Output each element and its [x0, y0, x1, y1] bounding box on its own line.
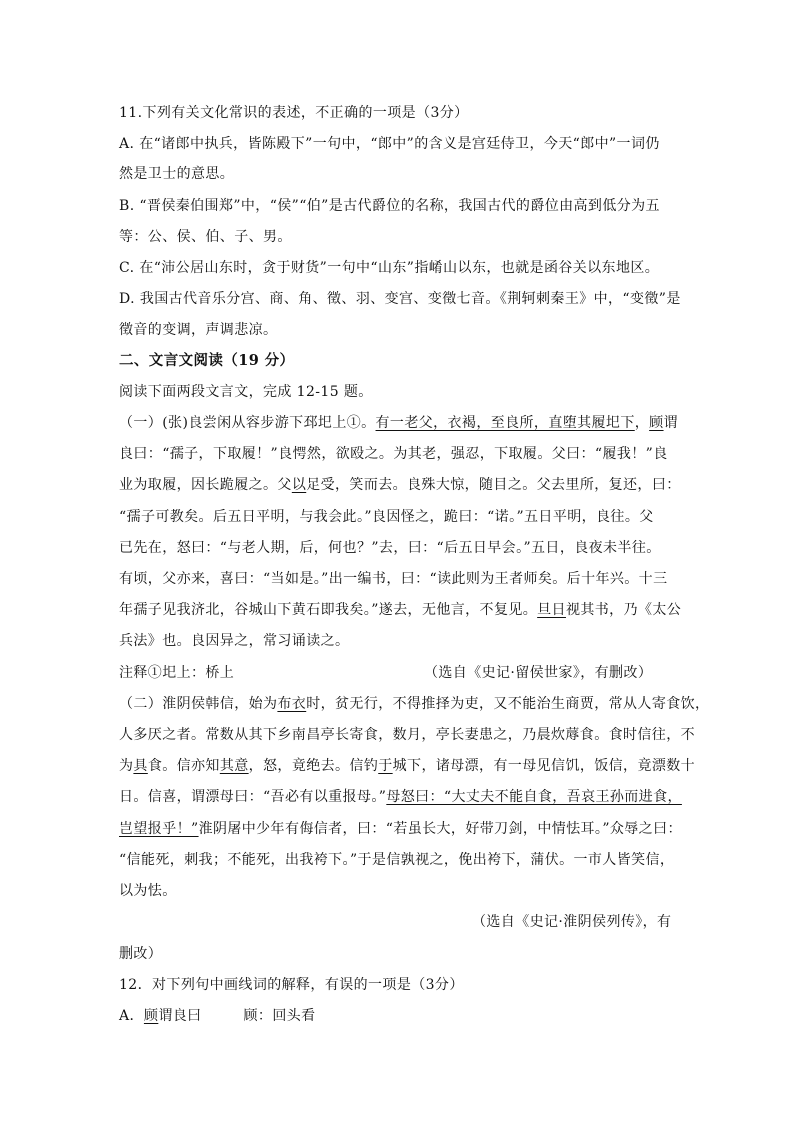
text-span: 时，贫无行，不得推择为吏，又不能治生商贾，常从人寄食饮，	[306, 696, 710, 712]
text-span: ，怒，竟绝去。信钓	[248, 758, 379, 774]
underlined-span: 以	[291, 477, 307, 493]
text-span: （二）淮阴侯韩信，始为	[119, 696, 278, 712]
underlined-span: 布衣	[277, 696, 307, 712]
passage1-line-7	[119, 600, 682, 620]
question-11-stem: 11.下列有关文化常识的表述，不正确的一项是（3分）	[119, 105, 469, 121]
passage2-line-3	[119, 756, 696, 776]
passage1-source: （选自《史记·留侯世家》，有删改）	[424, 665, 653, 681]
option-b-line-1: B. “晋侯秦伯围郑”中，“侯”“伯”是古代爵位的名称，我国古代的爵位由高到低分为五	[119, 198, 660, 214]
passage1-line-4: “孺子可教矣。后五日平明，与我会此。”良因怪之，跪曰：“诺。”五日平明，良往。父	[119, 509, 654, 525]
text-span: 淮阴屠中少年有侮信者，曰：“若虽长大，好带刀剑，中情怯耳。”众辱之曰：	[198, 821, 682, 837]
underlined-span: 旦日	[537, 602, 566, 618]
passage2-source-line-1: （选自《史记·淮阴侯列传》，有	[472, 914, 672, 930]
passage2-line-5	[119, 819, 682, 839]
passage1-line-8: 兵法》也。良因异之，常习诵读之。	[119, 633, 350, 649]
option-a-line-2: 然是卫士的意思。	[119, 166, 235, 182]
option-label: A．	[119, 1008, 144, 1024]
option-d-line-1: D. 我国古代音乐分宫、商、角、徵、羽、变宫、变徵七音。《荆轲刺秦王》中，“变徵”是	[119, 291, 681, 307]
text-span: 视其书，乃《太公	[565, 602, 682, 618]
text-span: 谓	[663, 415, 678, 431]
passage2-line-7: 以为怯。	[119, 883, 177, 899]
passage2-line-2: 人多厌之者。常数从其下乡南昌亭长寄食，数月，亭长妻患之，乃晨炊蓐食。食时信往，不	[119, 727, 695, 743]
option-a-line-1: A. 在“诸郎中执兵，皆陈殿下”一句中，“郎中”的含义是宫廷侍卫，今天“郎中”一词仍	[119, 136, 660, 152]
text-span: 业为取履，因长跪履之。父	[119, 477, 292, 493]
section-intro: 阅读下面两段文言文，完成 12-15 题。	[119, 384, 373, 400]
section-heading: 二、文言文阅读（19 分）	[119, 352, 295, 369]
text-span: 日。信喜，谓漂母曰：“吾必有以重报母。”	[119, 789, 387, 805]
passage1-line-3	[119, 475, 679, 495]
text-span: 为	[119, 758, 134, 774]
passage1-line-5: 已先在，怒曰：“与老人期，后，何也？”去，曰：“后五日早会。”五日，良夜未半往。	[119, 540, 661, 556]
text-span: 谓良曰	[158, 1008, 202, 1024]
passage2-line-6: “信能死，刺我；不能死，出我袴下。”于是信孰视之，俛出袴下，蒲伏。一市人皆笑信，	[119, 852, 675, 868]
text-span: 食。信亦知	[147, 758, 220, 774]
question-12-option-a	[119, 1006, 679, 1026]
passage1-note: 注释①圯上：桥上	[119, 665, 235, 681]
text-span: （一）(张)良尝闲从容步游下邳圯上①。	[119, 415, 376, 431]
underlined-span: 顾	[649, 415, 664, 431]
question-12-stem: 12．对下列句中画线词的解释，有误的一项是（3分）	[119, 977, 464, 993]
option-b-line-2: 等：公、侯、伯、子、男。	[119, 229, 292, 245]
underlined-span: 于	[378, 758, 393, 774]
underlined-span: 有一老父，衣褐，至良所，直堕其履圯下	[375, 415, 635, 431]
text-span: ，	[634, 415, 650, 431]
passage2-line-1	[119, 694, 710, 714]
underlined-span: 具	[133, 758, 148, 774]
passage1-line-1	[119, 413, 679, 433]
option-c-line-1: C. 在“沛公居山东时，贪于财货”一句中“山东”指崤山以东，也就是函谷关以东地区。	[119, 260, 660, 276]
passage1-line-2: 良曰：“孺子，下取履！”良愕然，欲殴之。为其老，强忍，下取履。父曰：“履我！”良	[119, 446, 668, 462]
underlined-span: 其意	[219, 758, 249, 774]
passage2-source-line-2: 删改）	[119, 946, 163, 962]
text-span: 足受，笑而去。良殊大惊，随目之。父去里所，复还，曰：	[306, 477, 681, 493]
option-d-line-2: 徵音的变调，声调悲凉。	[119, 322, 278, 338]
underlined-span: 顾	[143, 1008, 159, 1024]
text-span: 顾：回头看	[243, 1008, 316, 1024]
underlined-span: 母怒曰：“大丈夫不能自食，吾哀王孙而进食，	[386, 789, 682, 805]
underlined-span: 岂望报乎！”	[119, 821, 199, 837]
text-span: 城下，诸母漂，有一母见信饥，饭信，竟漂数十	[392, 758, 696, 774]
text-span: 年孺子见我济北，谷城山下黄石即我矣。”遂去，无他言，不复见。	[119, 602, 538, 618]
passage2-line-4	[119, 787, 682, 807]
passage1-line-6: 有顷，父亦来，喜曰：“当如是。”出一编书，曰：“读此则为王者师矣。后十年兴。十三	[119, 571, 668, 587]
